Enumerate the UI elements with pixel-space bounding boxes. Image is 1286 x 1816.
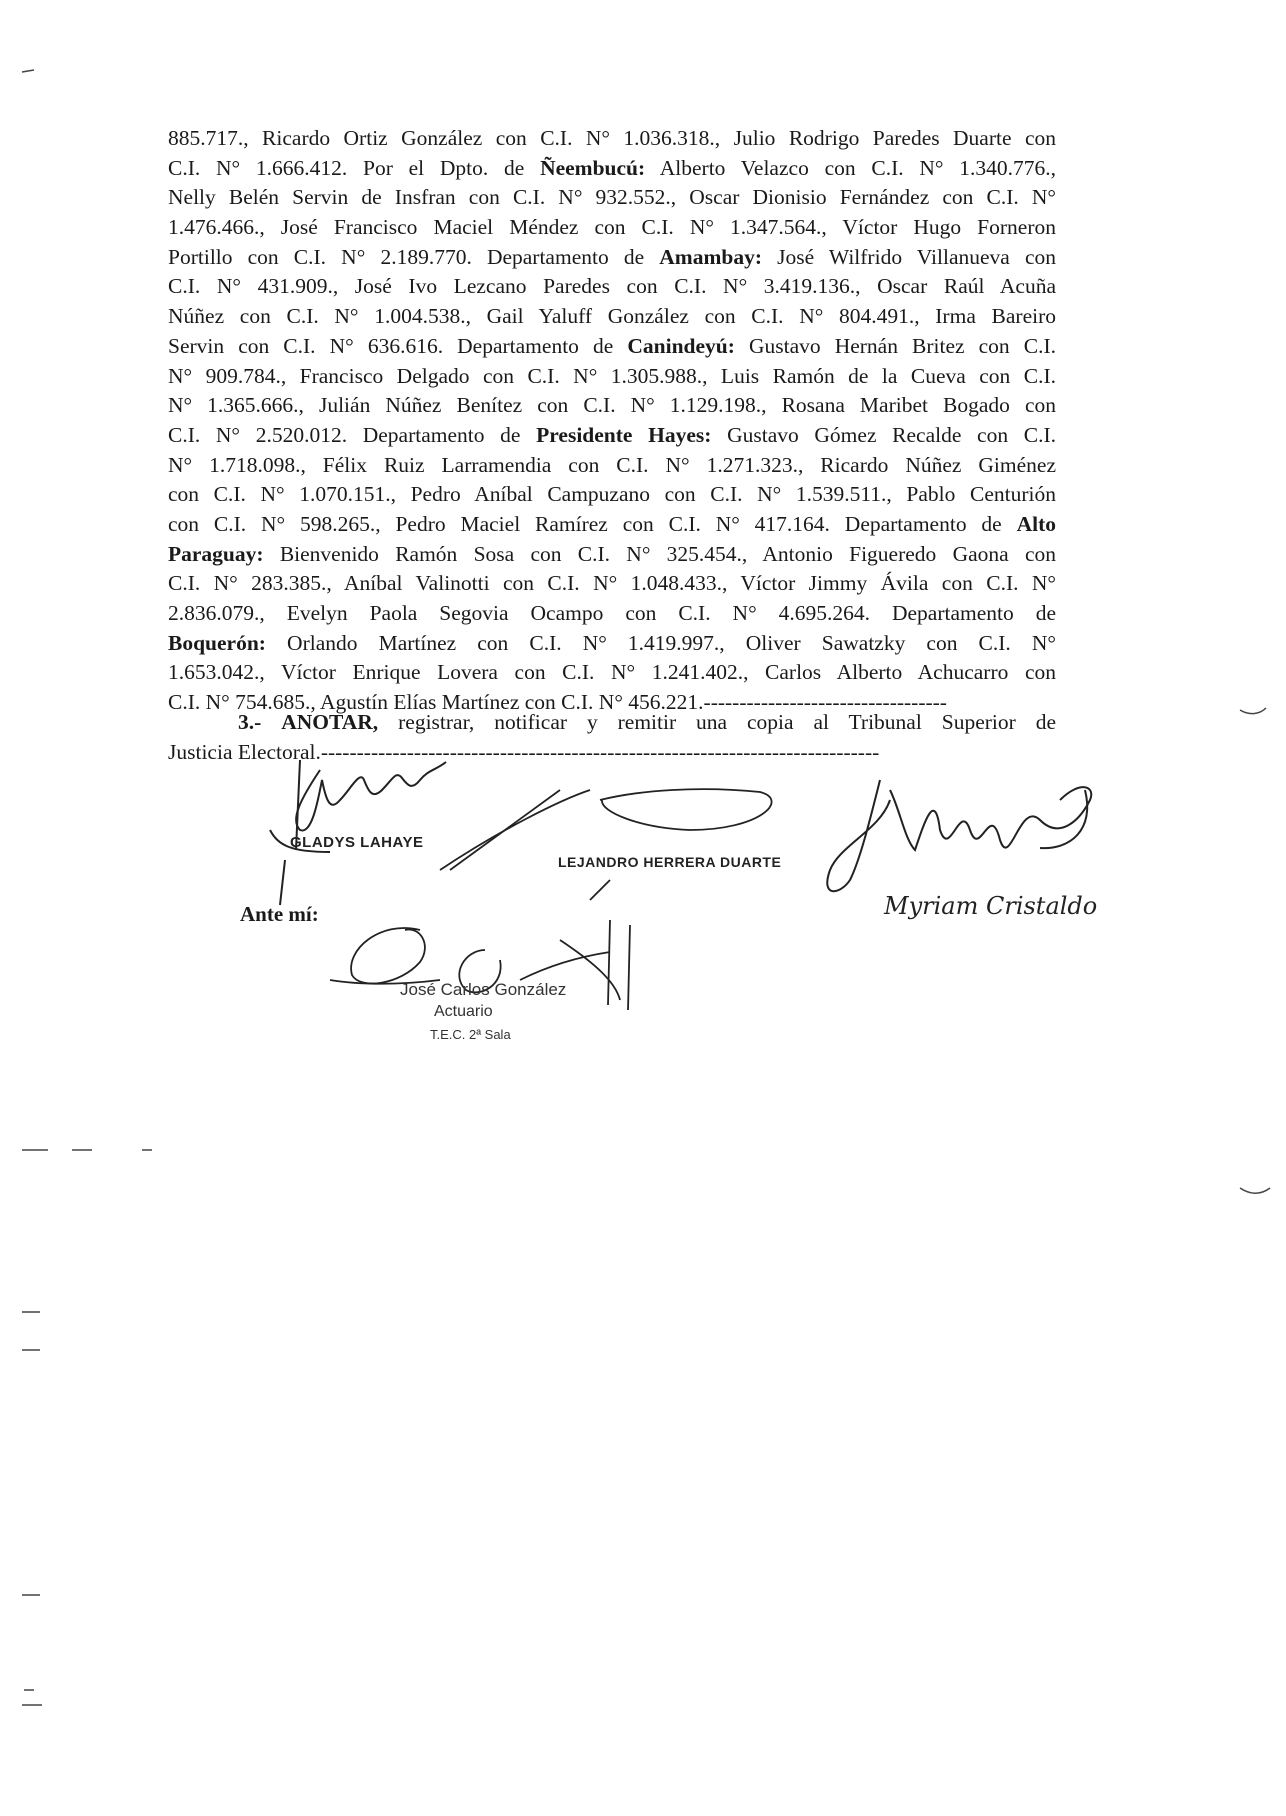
resolution-number: 3.- xyxy=(238,710,262,734)
body-text-run: N° 909.784., Francisco Delgado con C.I. N° 1.305.988., Luis Ramón de la Cueva con C.I. xyxy=(168,363,1056,388)
department-name: Alto xyxy=(1016,511,1056,536)
body-text-run: José Wilfrido Villanueva con xyxy=(762,244,1056,269)
body-text-run: 1.653.042., Víctor Enrique Lovera con C.I. N° 1.241.402., Carlos Alberto Achucarro con xyxy=(168,660,1056,685)
signer-name-center: LEJANDRO HERRERA DUARTE xyxy=(558,854,782,870)
body-text-run: 1.476.466., José Francisco Maciel Méndez con C.I. N° 1.347.564., Víctor Hugo Forneron xyxy=(168,215,1056,240)
body-text-run: N° 1.718.098., Félix Ruiz Larramendia con C.I. N° 1.271.323., Ricardo Núñez Giménez xyxy=(168,452,1056,477)
body-text-run: Alberto Velazco con C.I. N° 1.340.776., xyxy=(645,155,1056,180)
department-name: Boquerón: xyxy=(168,630,266,655)
department-name: Canindeyú: xyxy=(627,333,735,358)
body-text-run: N° 1.365.666., Julián Núñez Benítez con C.I. N° 1.129.198., Rosana Maribet Bogado con xyxy=(168,393,1056,418)
body-text-run: Núñez con C.I. N° 1.004.538., Gail Yaluff González con C.I. N° 804.491., Irma Bareiro xyxy=(168,304,1056,329)
body-text-run: Orlando Martínez con C.I. N° 1.419.997., Oliver Sawatzky con C.I. N° xyxy=(265,630,1056,655)
body-text-run: Portillo con C.I. N° 2.189.770. Departamento de xyxy=(168,244,660,269)
resolution-text: registrar, notificar y remitir una copia al Tribunal Superior de xyxy=(398,710,1056,734)
body-text-run: 885.717., Ricardo Ortiz González con C.I. N° 1.036.318., Julio Rodrigo Paredes Duarte con xyxy=(168,126,1056,150)
signer-name-right: Myriam Cristaldo xyxy=(884,892,1098,920)
body-text-run: C.I. N° 754.685., Agustín Elías Martínez con C.I. N° 456.221.---------------------------------- xyxy=(168,690,947,715)
notary-stamp-office: T.E.C. 2ª Sala xyxy=(430,1027,511,1042)
department-name: Amambay: xyxy=(659,244,762,269)
body-text-run: Bienvenido Ramón Sosa con C.I. N° 325.454., Antonio Figueredo Gaona con xyxy=(263,541,1056,566)
body-text-run: 2.836.079., Evelyn Paola Segovia Ocampo con C.I. N° 4.695.264. Departamento de xyxy=(168,601,1056,625)
department-name: Paraguay: xyxy=(168,541,264,566)
signer-name-left: GLADYS LAHAYE xyxy=(290,834,424,851)
notary-stamp-title: Actuario xyxy=(434,1003,493,1020)
department-name: Presidente Hayes: xyxy=(536,422,712,447)
resolution-line-2: Justicia Electoral.------------------------------------------------------------------------------ xyxy=(168,739,880,764)
resolution-verb: ANOTAR, xyxy=(281,710,379,734)
body-text-run: C.I. N° 283.385., Aníbal Valinotti con C.I. N° 1.048.433., Víctor Jimmy Ávila con C.I. N° xyxy=(168,571,1056,596)
notary-stamp-name: José Carlos González xyxy=(400,980,567,999)
body-text-run: C.I. N° 1.666.412. Por el Dpto. de xyxy=(168,155,541,180)
body-text-run: Nelly Belén Servin de Insfran con C.I. N° 932.552., Oscar Dionisio Fernández con C.I. N° xyxy=(168,185,1056,210)
body-text-run: Gustavo Hernán Britez con C.I. xyxy=(734,333,1056,358)
body-text-run: C.I. N° 2.520.012. Departamento de xyxy=(168,422,537,447)
body-text-run: Gustavo Gómez Recalde con C.I. xyxy=(711,422,1056,447)
body-text-run: con C.I. N° 598.265., Pedro Maciel Ramírez con C.I. N° 417.164. Departamento de xyxy=(168,511,1017,536)
body-text-run: con C.I. N° 1.070.151., Pedro Aníbal Campuzano con C.I. N° 1.539.511., Pablo Centurión xyxy=(168,482,1056,507)
body-text-run: Servin con C.I. N° 636.616. Departamento de xyxy=(168,333,628,358)
body-text-run: C.I. N° 431.909., José Ivo Lezcano Paredes con C.I. N° 3.419.136., Oscar Raúl Acuña xyxy=(168,274,1056,299)
ante-mi-label: Ante mí: xyxy=(240,902,319,926)
department-name: Ñeembucú: xyxy=(540,155,646,180)
